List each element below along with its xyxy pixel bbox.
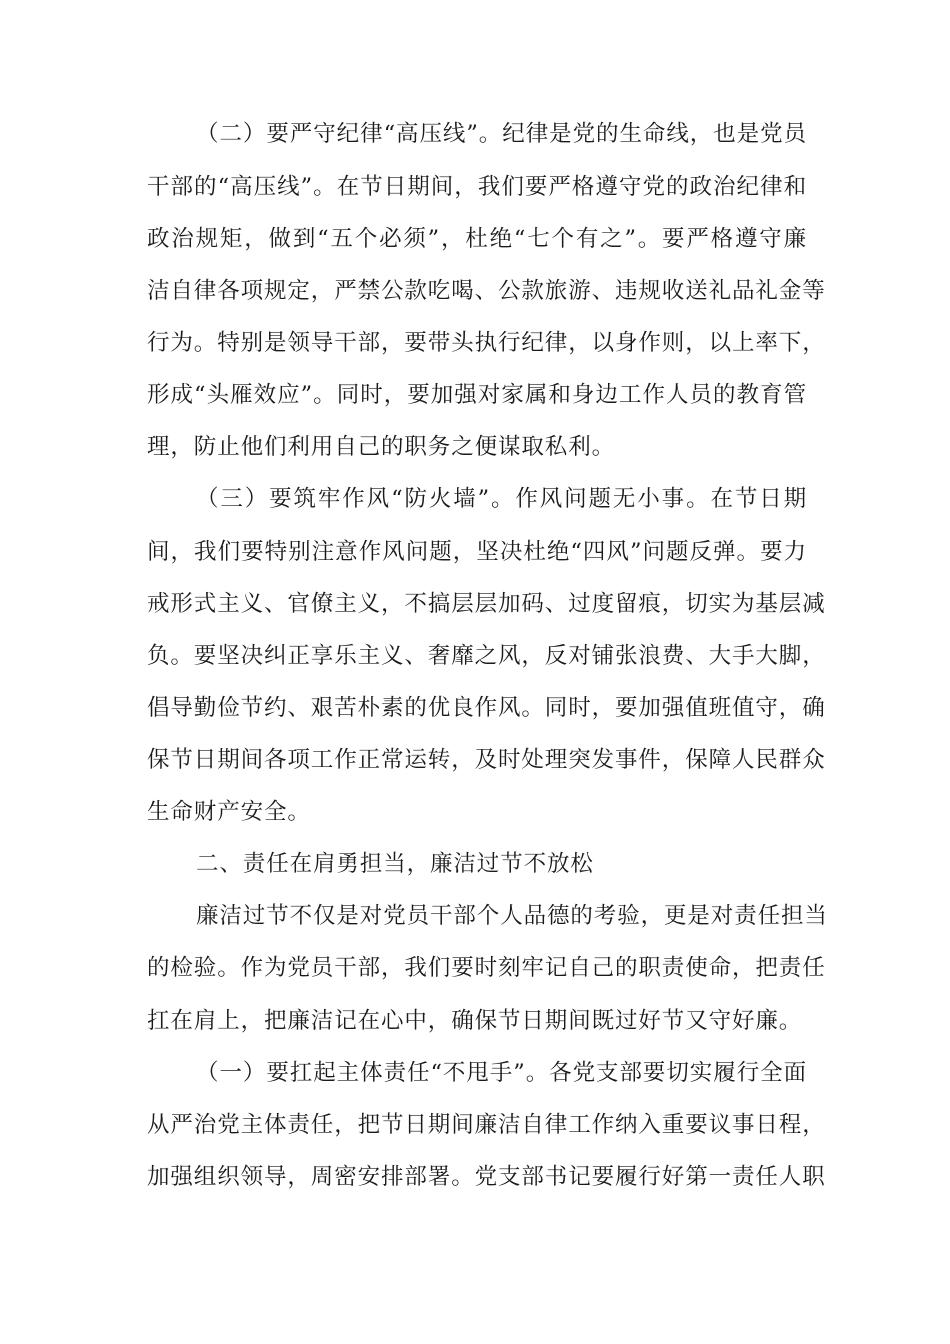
paragraph-line: （一）要扛起主体责任“不甩手”。各党支部要切实履行全面 <box>196 1060 807 1086</box>
paragraph-line: 理，防止他们利用自己的职务之便谋取私利。 <box>147 434 616 460</box>
paragraph-line: 从严治党主体责任，把节日期间廉洁自律工作纳入重要议事日程， <box>147 1112 826 1138</box>
paragraph-line: 负。要坚决纠正享乐主义、奢靡之风，反对铺张浪费、大手大脚， <box>147 643 826 669</box>
paragraph-line: 的检验。作为党员干部，我们要时刻牢记自己的职责使命，把责任 <box>147 955 826 981</box>
paragraph-line: 间，我们要特别注意作风问题，坚决杜绝“四风”问题反弹。要力 <box>147 539 807 565</box>
paragraph-line: （三）要筑牢作风“防火墙”。作风问题无小事。在节日期 <box>196 486 807 512</box>
paragraph-line: 廉洁过节不仅是对党员干部个人品德的考验，更是对责任担当 <box>196 903 828 929</box>
paragraph-line: 保节日期间各项工作正常运转，及时处理突发事件，保障人民群众 <box>147 747 826 773</box>
paragraph-line: 行为。特别是领导干部，要带头执行纪律，以身作则，以上率下， <box>147 330 826 356</box>
paragraph-line: 洁自律各项规定，严禁公款吃喝、公款旅游、违规收送礼品礼金等 <box>147 278 826 304</box>
paragraph-line: 扛在肩上，把廉洁记在心中，确保节日期间既过好节又守好廉。 <box>147 1008 803 1034</box>
paragraph-line: 生命财产安全。 <box>147 799 311 825</box>
paragraph-line: 戒形式主义、官僚主义，不搞层层加码、过度留痕，切实为基层减 <box>147 591 826 617</box>
paragraph-line: 形成“头雁效应”。同时，要加强对家属和身边工作人员的教育管 <box>147 382 807 408</box>
paragraph-line: 倡导勤俭节约、艰苦朴素的优良作风。同时，要加强值班值守，确 <box>147 695 826 721</box>
paragraph-line: 干部的“高压线”。在节日期间，我们要严格遵守党的政治纪律和 <box>147 174 807 200</box>
paragraph-line: 政治规矩，做到“五个必须”，杜绝“七个有之”。要严格遵守廉 <box>147 226 807 252</box>
section-heading: 二、责任在肩勇担当，廉洁过节不放松 <box>196 851 594 877</box>
paragraph-line: 加强组织领导，周密安排部署。党支部书记要履行好第一责任人职 <box>147 1164 826 1190</box>
paragraph-line: （二）要严守纪律“高压线”。纪律是党的生命线，也是党员 <box>196 121 807 147</box>
